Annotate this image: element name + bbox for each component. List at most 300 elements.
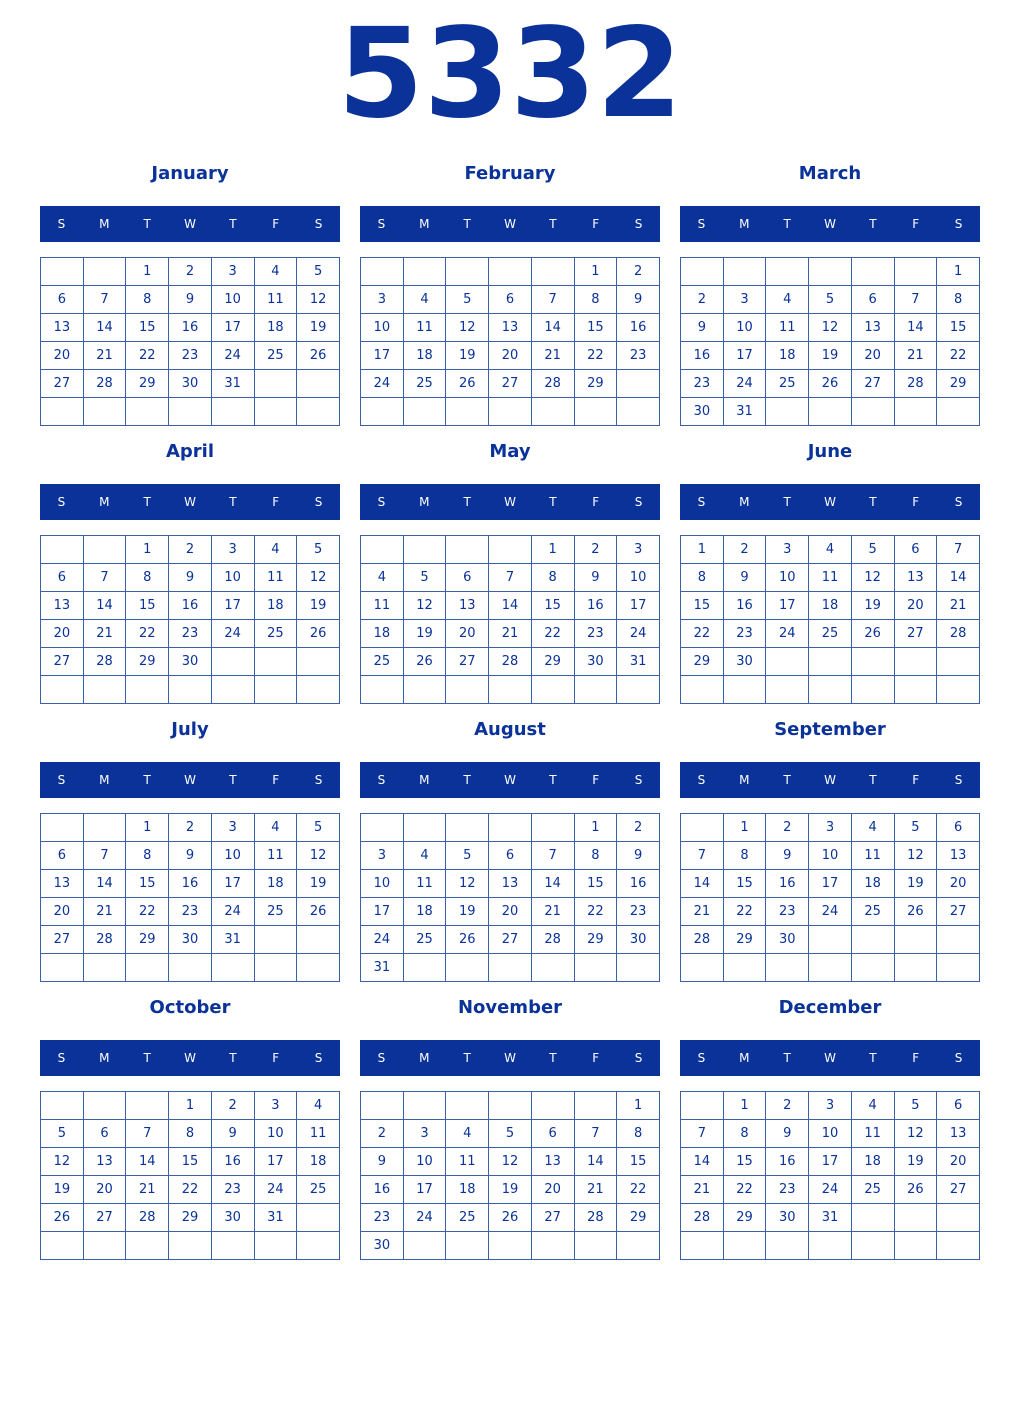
day-cell	[297, 648, 340, 676]
week-row	[361, 1092, 660, 1120]
day-cell	[851, 1232, 894, 1260]
day-cell: 15	[126, 314, 169, 342]
week-row	[361, 592, 660, 620]
day-cell: 19	[446, 342, 489, 370]
day-cell: 9	[681, 314, 724, 342]
day-cell: 22	[531, 620, 574, 648]
day-cell	[126, 954, 169, 982]
day-cell: 1	[617, 1092, 660, 1120]
day-cell: 7	[894, 286, 937, 314]
week-row	[361, 1232, 660, 1260]
day-cell	[809, 648, 852, 676]
day-cell	[126, 676, 169, 704]
weekday-label: S	[314, 773, 323, 787]
day-cell: 16	[766, 870, 809, 898]
day-cell: 18	[403, 898, 446, 926]
day-cell: 22	[937, 342, 980, 370]
day-cell: 3	[211, 258, 254, 286]
day-cell	[211, 676, 254, 704]
day-cell: 1	[681, 536, 724, 564]
day-cell: 12	[297, 286, 340, 314]
weekday-label: M	[99, 773, 110, 787]
day-cell: 29	[126, 370, 169, 398]
week-row	[41, 870, 340, 898]
day-cell: 12	[297, 842, 340, 870]
day-cell: 25	[446, 1204, 489, 1232]
day-cell: 4	[254, 536, 297, 564]
day-cell	[851, 676, 894, 704]
week-row	[41, 648, 340, 676]
week-row	[41, 370, 340, 398]
weekday-label: W	[824, 773, 836, 787]
day-cell: 10	[361, 314, 404, 342]
day-cell: 26	[489, 1204, 532, 1232]
day-cell: 5	[851, 536, 894, 564]
day-cell: 2	[766, 1092, 809, 1120]
weekday-label: W	[504, 495, 516, 509]
day-cell: 29	[126, 648, 169, 676]
week-row	[41, 954, 340, 982]
day-cell: 28	[937, 620, 980, 648]
week-row	[41, 258, 340, 286]
weekday-label: F	[592, 495, 600, 509]
day-cell: 27	[446, 648, 489, 676]
day-cell: 1	[937, 258, 980, 286]
day-cell: 7	[681, 1120, 724, 1148]
day-cell: 7	[126, 1120, 169, 1148]
day-cell: 16	[211, 1148, 254, 1176]
day-cell: 20	[894, 592, 937, 620]
day-cell	[489, 398, 532, 426]
weekday-label: T	[463, 1051, 471, 1065]
day-cell	[403, 954, 446, 982]
day-cell	[297, 370, 340, 398]
month-name: May	[489, 441, 531, 462]
day-cell: 23	[766, 1176, 809, 1204]
day-cell: 22	[574, 898, 617, 926]
day-cell: 30	[617, 926, 660, 954]
week-row	[41, 1176, 340, 1204]
day-cell	[766, 954, 809, 982]
day-cell	[937, 398, 980, 426]
weekday-label: S	[377, 1051, 386, 1065]
day-cell: 29	[681, 648, 724, 676]
day-cell	[297, 398, 340, 426]
day-cell	[254, 398, 297, 426]
day-cell: 15	[574, 314, 617, 342]
day-cell: 19	[894, 1148, 937, 1176]
day-cell: 19	[446, 898, 489, 926]
day-cell	[297, 926, 340, 954]
week-row	[361, 1120, 660, 1148]
day-cell: 21	[681, 898, 724, 926]
day-cell: 29	[723, 926, 766, 954]
day-cell: 23	[617, 342, 660, 370]
week-row	[681, 1232, 980, 1260]
month-april	[40, 436, 340, 706]
weekday-label: F	[592, 1051, 600, 1065]
day-cell: 19	[297, 592, 340, 620]
week-row	[681, 870, 980, 898]
day-cell: 11	[254, 286, 297, 314]
day-cell: 8	[574, 842, 617, 870]
day-cell: 20	[41, 620, 84, 648]
week-row	[361, 258, 660, 286]
day-cell: 14	[83, 314, 126, 342]
day-cell	[809, 954, 852, 982]
day-cell: 21	[83, 342, 126, 370]
day-cell: 18	[254, 314, 297, 342]
day-cell	[937, 1204, 980, 1232]
day-cell: 14	[489, 592, 532, 620]
day-cell: 31	[211, 926, 254, 954]
week-row	[361, 370, 660, 398]
day-cell: 4	[403, 286, 446, 314]
day-cell: 20	[937, 1148, 980, 1176]
day-cell: 18	[254, 592, 297, 620]
day-cell: 20	[937, 870, 980, 898]
day-cell	[531, 258, 574, 286]
day-cell: 15	[169, 1148, 212, 1176]
day-cell	[531, 814, 574, 842]
day-cell: 13	[41, 314, 84, 342]
week-row	[681, 592, 980, 620]
day-cell: 18	[446, 1176, 489, 1204]
weekday-label: F	[912, 217, 920, 231]
day-cell	[297, 1232, 340, 1260]
week-row	[361, 564, 660, 592]
weekday-label: M	[739, 773, 750, 787]
day-cell: 15	[126, 592, 169, 620]
day-cell	[723, 676, 766, 704]
day-cell: 30	[361, 1232, 404, 1260]
day-cell	[489, 954, 532, 982]
weekday-label: S	[697, 773, 706, 787]
day-cell: 8	[169, 1120, 212, 1148]
day-grid	[40, 257, 340, 426]
week-row	[681, 1092, 980, 1120]
week-row	[361, 814, 660, 842]
weekday-label: T	[143, 1051, 151, 1065]
day-cell	[297, 954, 340, 982]
week-row	[681, 286, 980, 314]
day-cell	[574, 398, 617, 426]
weekday-label: W	[184, 217, 196, 231]
weekday-label: M	[739, 495, 750, 509]
day-cell: 3	[809, 1092, 852, 1120]
day-cell: 13	[531, 1148, 574, 1176]
day-cell: 13	[489, 870, 532, 898]
day-cell: 17	[361, 342, 404, 370]
day-cell: 10	[809, 842, 852, 870]
weekday-label: S	[57, 773, 66, 787]
week-row	[361, 676, 660, 704]
weekday-label: S	[377, 217, 386, 231]
weekday-label: F	[912, 773, 920, 787]
week-row	[41, 1232, 340, 1260]
weekday-label: S	[697, 217, 706, 231]
day-cell	[254, 370, 297, 398]
day-cell: 30	[211, 1204, 254, 1232]
day-cell	[446, 1092, 489, 1120]
month-december	[680, 992, 980, 1262]
month-november	[360, 992, 660, 1262]
week-row	[41, 842, 340, 870]
week-row	[361, 648, 660, 676]
day-cell: 12	[446, 314, 489, 342]
month-name: April	[165, 441, 215, 462]
day-cell: 26	[297, 620, 340, 648]
day-cell	[937, 954, 980, 982]
day-cell: 8	[723, 1120, 766, 1148]
week-row	[361, 398, 660, 426]
day-cell: 21	[531, 342, 574, 370]
day-cell: 4	[297, 1092, 340, 1120]
day-cell	[937, 648, 980, 676]
week-row	[361, 842, 660, 870]
weekday-label: T	[549, 217, 557, 231]
day-cell: 10	[766, 564, 809, 592]
day-cell	[41, 258, 84, 286]
weekday-header	[360, 206, 660, 242]
month-january	[40, 158, 340, 428]
day-cell: 10	[211, 564, 254, 592]
day-cell: 19	[403, 620, 446, 648]
day-cell	[489, 676, 532, 704]
weekday-label: S	[57, 217, 66, 231]
day-cell: 12	[851, 564, 894, 592]
day-cell: 26	[446, 370, 489, 398]
day-cell: 6	[41, 842, 84, 870]
weekday-label: T	[783, 773, 791, 787]
week-row	[681, 1120, 980, 1148]
day-cell: 6	[894, 536, 937, 564]
day-cell: 27	[41, 926, 84, 954]
day-cell: 30	[723, 648, 766, 676]
day-cell	[41, 954, 84, 982]
week-row	[41, 1092, 340, 1120]
weekday-label: T	[143, 217, 151, 231]
day-cell: 31	[361, 954, 404, 982]
day-grid	[360, 813, 660, 982]
day-cell: 24	[809, 1176, 852, 1204]
day-cell: 28	[681, 926, 724, 954]
day-cell	[531, 1092, 574, 1120]
day-cell: 30	[681, 398, 724, 426]
day-cell: 29	[126, 926, 169, 954]
day-grid	[360, 1091, 660, 1260]
day-cell: 23	[766, 898, 809, 926]
day-cell	[403, 814, 446, 842]
day-cell: 2	[574, 536, 617, 564]
day-grid	[40, 535, 340, 704]
day-cell: 28	[83, 926, 126, 954]
day-cell: 30	[169, 370, 212, 398]
day-cell: 10	[361, 870, 404, 898]
day-cell	[83, 1232, 126, 1260]
day-cell: 12	[297, 564, 340, 592]
weekday-header	[360, 484, 660, 520]
weekday-label: S	[954, 1051, 963, 1065]
weekday-label: F	[592, 217, 600, 231]
month-name: June	[807, 441, 853, 462]
day-cell: 8	[681, 564, 724, 592]
day-cell: 15	[937, 314, 980, 342]
week-row	[361, 286, 660, 314]
day-cell: 11	[254, 842, 297, 870]
day-cell	[446, 1232, 489, 1260]
day-cell: 9	[169, 564, 212, 592]
day-cell: 24	[361, 926, 404, 954]
weekday-label: F	[272, 495, 280, 509]
day-cell: 11	[361, 592, 404, 620]
day-cell: 12	[489, 1148, 532, 1176]
day-cell	[617, 676, 660, 704]
day-cell: 6	[489, 842, 532, 870]
day-cell	[83, 1092, 126, 1120]
day-cell: 10	[723, 314, 766, 342]
week-row	[361, 342, 660, 370]
day-cell: 6	[937, 814, 980, 842]
weekday-label: W	[504, 1051, 516, 1065]
day-cell	[41, 1092, 84, 1120]
day-cell: 15	[531, 592, 574, 620]
day-cell: 26	[894, 898, 937, 926]
day-cell: 6	[531, 1120, 574, 1148]
day-cell	[681, 1092, 724, 1120]
day-cell	[83, 954, 126, 982]
day-cell: 14	[531, 870, 574, 898]
weekday-label: W	[504, 773, 516, 787]
weekday-label: S	[634, 217, 643, 231]
day-cell: 2	[617, 814, 660, 842]
weekday-label: T	[783, 217, 791, 231]
day-cell	[83, 676, 126, 704]
weekday-header	[680, 206, 980, 242]
day-cell	[723, 954, 766, 982]
weekday-label: S	[634, 1051, 643, 1065]
day-cell: 21	[83, 620, 126, 648]
weekday-label: M	[99, 217, 110, 231]
weekday-label: S	[634, 495, 643, 509]
day-cell: 8	[723, 842, 766, 870]
day-cell	[83, 398, 126, 426]
day-cell: 28	[574, 1204, 617, 1232]
day-cell	[531, 1232, 574, 1260]
day-cell: 17	[361, 898, 404, 926]
day-cell: 30	[169, 648, 212, 676]
week-row	[41, 564, 340, 592]
weekday-header	[680, 1040, 980, 1076]
day-grid	[680, 535, 980, 704]
day-cell: 16	[617, 870, 660, 898]
day-cell: 13	[937, 842, 980, 870]
day-cell: 28	[83, 648, 126, 676]
day-cell	[489, 1092, 532, 1120]
day-cell	[894, 954, 937, 982]
weekday-label: S	[314, 495, 323, 509]
day-cell	[531, 398, 574, 426]
day-cell: 7	[83, 286, 126, 314]
day-cell	[766, 1232, 809, 1260]
day-cell: 21	[574, 1176, 617, 1204]
day-cell	[211, 398, 254, 426]
weekday-header	[360, 762, 660, 798]
day-cell: 9	[766, 842, 809, 870]
year-title: 5332	[337, 2, 683, 146]
day-cell: 10	[211, 842, 254, 870]
weekday-label: W	[184, 495, 196, 509]
day-cell	[297, 676, 340, 704]
day-cell: 25	[297, 1176, 340, 1204]
day-cell: 13	[851, 314, 894, 342]
day-cell: 22	[169, 1176, 212, 1204]
day-cell: 3	[723, 286, 766, 314]
weekday-header	[680, 762, 980, 798]
day-cell: 19	[809, 342, 852, 370]
day-cell	[126, 1232, 169, 1260]
day-cell: 11	[403, 314, 446, 342]
day-cell	[531, 676, 574, 704]
day-cell	[41, 814, 84, 842]
day-cell	[361, 536, 404, 564]
day-cell: 25	[361, 648, 404, 676]
weekday-label: F	[912, 495, 920, 509]
weekday-label: S	[954, 773, 963, 787]
month-name: January	[151, 163, 229, 184]
day-cell: 5	[297, 814, 340, 842]
day-cell: 3	[766, 536, 809, 564]
day-cell: 7	[83, 842, 126, 870]
weekday-label: W	[824, 217, 836, 231]
day-cell: 10	[211, 286, 254, 314]
day-cell: 5	[297, 536, 340, 564]
weekday-header	[40, 484, 340, 520]
day-cell: 13	[894, 564, 937, 592]
day-cell: 23	[211, 1176, 254, 1204]
day-cell: 17	[723, 342, 766, 370]
day-cell: 25	[254, 620, 297, 648]
day-cell: 6	[937, 1092, 980, 1120]
day-cell	[851, 648, 894, 676]
day-cell: 30	[766, 926, 809, 954]
day-cell: 3	[403, 1120, 446, 1148]
day-cell	[809, 676, 852, 704]
week-row	[681, 564, 980, 592]
day-cell: 21	[681, 1176, 724, 1204]
day-cell: 6	[489, 286, 532, 314]
week-row	[361, 926, 660, 954]
day-cell: 14	[681, 1148, 724, 1176]
day-cell	[403, 258, 446, 286]
day-cell: 9	[169, 286, 212, 314]
day-cell: 29	[617, 1204, 660, 1232]
day-cell: 1	[126, 814, 169, 842]
weekday-header	[40, 762, 340, 798]
month-name: December	[778, 997, 882, 1018]
day-cell	[681, 258, 724, 286]
day-cell: 28	[489, 648, 532, 676]
month-name: August	[474, 719, 546, 740]
weekday-label: M	[99, 495, 110, 509]
day-cell: 2	[723, 536, 766, 564]
day-cell: 13	[446, 592, 489, 620]
day-cell: 24	[211, 342, 254, 370]
day-cell: 24	[403, 1204, 446, 1232]
day-cell: 8	[617, 1120, 660, 1148]
weekday-label: M	[739, 1051, 750, 1065]
day-cell	[894, 676, 937, 704]
